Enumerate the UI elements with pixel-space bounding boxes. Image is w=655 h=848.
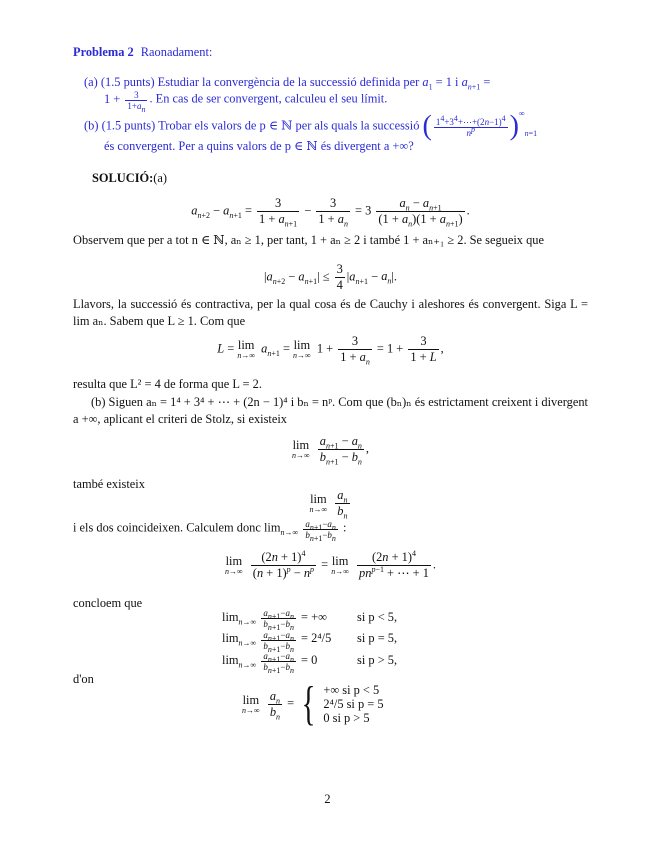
problem-title-rest: Raonadament:: [140, 45, 213, 59]
equation-final: lim n→∞ $\frac{a_n}{b_n}$ = { +∞ si p < 5 2⁴/5 si p = 5 0 si p > 5: [242, 677, 384, 730]
equation-difference: $a_{n+2} - a_{n+1}$ = $\frac{3}{1 + a_{n+1}}$ − $\frac{3}{1 + a_n}$ = 3 $\frac{a_n - a_{n+1}}{(1 + a_n)(1 + a_{n+1})}$ .: [191, 196, 470, 229]
case-value: = 2⁴/5: [301, 631, 332, 646]
equation-limit-ratio: lim n→∞ $\frac{a_n}{b_n}$: [309, 488, 348, 521]
part-b-statement: (b) (1.5 punts) Trobar els valors de p ∈ ℕ per als quals la successió ( $\frac{1^4+3^4+\cdots+(2n-1)^4}{n^p}$ )$^\infty_{n=1}$ és convergent. Per a quins valors de p ∈ ℕ és divergent a +∞?: [84, 108, 538, 153]
paragraph-llavors: Llavors, la successió és contractiva, per la qual cosa és de Cauchy i aleshores és convergent. Siga L = lim aₙ. Sabem que L ≥ 1. Com que: [73, 297, 588, 328]
problem-title: [73, 44, 212, 60]
paragraph-concloem: concloem que: [73, 596, 143, 610]
paragraph-coincideixen: i els dos coincideixen. Calculem donc $\lim_{n\to\infty}$ $\frac{a_{n+1}-a_n}{b_{n+1}-b_n}$ :: [73, 519, 347, 543]
case-condition: si p < 5,: [357, 610, 398, 624]
solution-heading-text: SOLUCIÓ:: [92, 171, 154, 185]
page-number: 2: [324, 792, 331, 806]
case-condition: si p = 5,: [357, 631, 398, 646]
case-row: $\lim_{n\to\infty}$ $\frac{a_{n+1}-a_n}{b_{n+1}-b_n}$ = 2⁴/5 si p = 5,: [222, 629, 398, 654]
part-b-text: (1.5 punts) Trobar els valors de p ∈ ℕ per als quals la successió: [101, 118, 420, 133]
part-a-label: (a): [84, 75, 98, 89]
case-row: $\lim_{n\to\infty}$ $\frac{a_{n+1}-a_n}{b_{n+1}-b_n}$ = 0 si p > 5,: [222, 651, 398, 676]
case-value: = +∞: [301, 610, 327, 624]
case-condition: si p > 5,: [357, 652, 398, 667]
part-b-text-line2: és convergent. Per a quins valors de p ∈ ℕ és divergent a +∞?: [104, 139, 414, 153]
case-value: = 0: [301, 652, 318, 667]
part-a-statement: (a) (1.5 punts) Estudiar la convergència de la successió definida per $a_1 = 1$ i $a_{n+1}$ = 1 + $\frac{3}{1+a_n}$ . En cas de ser convergent, calculeu el seu límit.: [84, 75, 491, 114]
paragraph-resulta: resulta que L² = 4 de forma que L = 2.: [73, 377, 262, 391]
equation-contractive: $|a_{n+2} - a_{n+1}|$ ≤ $\frac{3}{4}$ $|a_{n+1} - a_n|$.: [264, 262, 397, 292]
equation-cases-block: [222, 608, 398, 676]
part-a-text: (1.5 punts) Estudiar la convergència de la successió definida per: [100, 75, 420, 89]
paragraph-calculem: i els dos coincideixen. Calculem donc: [73, 520, 261, 535]
paragraph-observem: Observem que per a tot n ∈ ℕ, aₙ ≥ 1, per tant, 1 + aₙ ≥ 2 i també 1 + aₙ₊₁ ≥ 2. Se segueix que: [73, 233, 544, 247]
final-case: 0 si p > 5: [323, 711, 370, 725]
final-case: 2⁴/5 si p = 5: [323, 697, 384, 711]
solution-heading: [92, 170, 167, 186]
paragraph-tambe: també existeix: [73, 477, 145, 491]
equation-stolz-quotient: lim n→∞ $\frac{a_{n+1} - a_n}{b_{n+1} - b_n}$ ,: [291, 434, 370, 467]
paragraph-don: d'on: [73, 672, 94, 686]
part-a-text-end: . En cas de ser convergent, calculeu el seu límit.: [149, 91, 388, 106]
paragraph-part-b: (b) Siguen aₙ = 1⁴ + 3⁴ + ⋯ + (2n − 1)⁴ i bₙ = nᵖ. Com que (bₙ)ₙ és estrictament creixent i divergent a +∞, aplicant el criteri de Stolz, si existeix: [73, 395, 588, 426]
equation-stolz-computation: lim n→∞ $\frac{(2n + 1)^4}{(n + 1)^p - n^p}$ = lim n→∞ $\frac{(2n + 1)^4}{pn^{p-1} + \cdots + 1}$ .: [224, 548, 437, 580]
problem-title-bold: Problema 2: [73, 45, 134, 59]
case-row: $\lim_{n\to\infty}$ $\frac{a_{n+1}-a_n}{b_{n+1}-b_n}$ = +∞ si p < 5,: [222, 608, 398, 633]
final-case: +∞ si p < 5: [323, 683, 380, 697]
part-b-label: (b): [84, 118, 99, 133]
solution-part-a: (a): [153, 171, 168, 185]
equation-limit-l: L = lim n→∞ $a_{n+1}$ = lim n→∞ 1 + $\frac{3}{1 + a_n}$ = 1 + $\frac{3}{1 + L}$ ,: [217, 334, 444, 367]
